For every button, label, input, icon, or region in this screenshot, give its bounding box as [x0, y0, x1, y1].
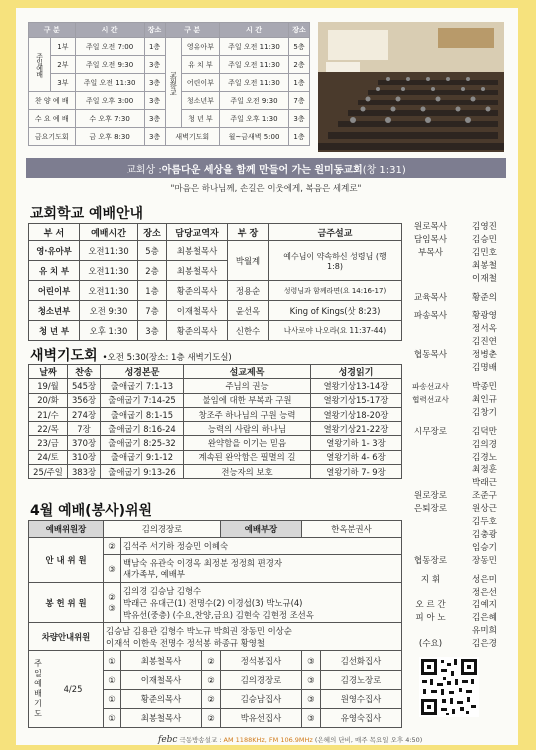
reading-cell: 열왕기하 7- 9장 — [311, 465, 402, 479]
title-cell: 능력의 사람의 하나님 — [184, 422, 311, 436]
text-cell: 출애굽기 8:25-32 — [101, 436, 184, 450]
place-cell: 5층 — [289, 38, 310, 56]
staff-names: 김진연 정병춘 김명배 — [472, 337, 497, 374]
num-cell: ② — [201, 709, 220, 728]
title-cell: 완약함을 이기는 믿음 — [184, 436, 311, 450]
text-cell: 출애굽기 7:14-25 — [101, 393, 184, 407]
part-cell: 청 년 부 — [181, 110, 219, 128]
church-motto: "마음은 하나님께, 손길은 이웃에게, 복음은 세계로" — [170, 184, 362, 194]
time-cell: 주일 오전 11:30 — [219, 74, 288, 92]
pastor-cell: 최봉철목사 — [167, 261, 228, 281]
time-cell: 주일 오전 9:30 — [219, 92, 288, 110]
sanctuary-photo — [318, 22, 504, 152]
school-section-title: 교회학교 예배안내 — [30, 206, 144, 222]
sermon-cell: King of Kings(삿 8:23) — [269, 301, 402, 321]
title-cell: 불임에 대한 부복과 구원 — [184, 393, 311, 407]
hymn-cell: 356장 — [68, 393, 101, 407]
date-cell: 19/월 — [29, 379, 68, 393]
place-cell: 1층 — [289, 128, 310, 146]
staff-row — [407, 638, 515, 651]
place-cell: 1층 — [289, 74, 310, 92]
banner-prefix: 교회상 : — [126, 164, 162, 176]
header-cell: 예배시간 — [80, 224, 138, 241]
reading-cell: 열왕기하 1- 3장 — [311, 436, 402, 450]
staff-names: 김승민 — [472, 234, 497, 245]
hymn-cell: 310장 — [68, 450, 101, 464]
header-cell: 설교제목 — [184, 365, 311, 379]
time-cell: 오전11:30 — [80, 241, 138, 261]
num-cell: ① — [104, 690, 121, 709]
parking-line: 김승남 김용관 김형수 박노규 박희권 장동민 이상순 — [106, 625, 292, 636]
staff-role: 피 아 노 — [415, 613, 446, 624]
prayer-name: 최봉철목사 — [121, 651, 202, 671]
part-cell: 새벽기도회 — [165, 128, 219, 146]
vice-label: 예배부장 — [220, 521, 301, 538]
church-school-table — [28, 223, 402, 341]
staff-names: 최인규 김창기 — [472, 394, 497, 418]
num-cell: ③ — [301, 671, 320, 690]
staff-names: 조준구 원상근 김두호 김충광 임승기 — [472, 491, 497, 553]
staff-row — [407, 490, 515, 555]
banner-ref: (창 1:31) — [362, 164, 406, 176]
text-cell: 출애굽기 8:16-24 — [101, 422, 184, 436]
header-cell: 성경읽기 — [311, 365, 402, 379]
dept-cell: 어린이부 — [29, 281, 80, 301]
footer-frequency: AM 1188KHz, FM 106.9MHz — [223, 736, 313, 744]
prayer-name: 김의경장로 — [220, 671, 301, 690]
reading-cell: 열왕기상18-20장 — [311, 407, 402, 421]
place-cell: 3층 — [289, 110, 310, 128]
staff-row — [407, 336, 515, 375]
staff-row — [407, 587, 515, 600]
church-school-label: 교회학교 — [165, 38, 181, 128]
header-cell: 찬송 — [68, 365, 101, 379]
header-cell: 구 분 — [165, 23, 219, 38]
staff-role: 교육목사 — [413, 292, 448, 303]
title-cell: 계속된 완악함은 필멸의 길 — [184, 450, 311, 464]
time-cell: 주일 오전 7:00 — [75, 38, 144, 56]
header-cell: 부 서 — [29, 224, 80, 241]
hymn-cell: 7장 — [68, 422, 101, 436]
part-cell: 3부 — [51, 74, 75, 92]
staff-role: 오 르 간 — [415, 600, 446, 611]
staff-role: 협동장로 — [413, 555, 448, 566]
title-cell: 전능자의 보호 — [184, 465, 311, 479]
bulletin-page — [16, 8, 518, 745]
parking-label: 차량안내위원 — [29, 623, 104, 651]
part-cell: 어린이부 — [181, 74, 219, 92]
place-cell: 3층 — [144, 92, 165, 110]
num-cell: ② — [104, 538, 121, 555]
part-cell: 영유아부 — [181, 38, 219, 56]
title-cell: 창조주 하나님의 구원 능력 — [184, 407, 311, 421]
staff-role — [407, 587, 454, 600]
place-cell: 2층 — [138, 261, 167, 281]
dawn-prayer-table — [28, 364, 402, 479]
part-cell: 찬 양 예 배 — [29, 92, 76, 110]
place-cell: 3층 — [144, 74, 165, 92]
place-cell: 3층 — [144, 110, 165, 128]
time-cell: 주일 오전 11:30 — [75, 74, 144, 92]
text-cell: 출애굽기 7:1-13 — [101, 379, 184, 393]
parking-line: 이재석 이한욱 전명수 정석봉 하종규 황영철 — [106, 637, 265, 648]
num-cell: ① — [104, 671, 121, 690]
place-cell: 1층 — [138, 281, 167, 301]
leader-name: 김의경장로 — [104, 521, 221, 538]
usher-names: 백남숙 유관숙 이경옥 최정분 정정희 편경자 새가족부, 예배부 — [121, 555, 402, 583]
time-cell: 주일 오후 3:00 — [75, 92, 144, 110]
date-cell: 20/화 — [29, 393, 68, 407]
text-cell: 출애굽기 9:1-12 — [101, 450, 184, 464]
place-cell: 5층 — [138, 241, 167, 261]
header-cell: 날짜 — [29, 365, 68, 379]
staff-names: 김은경 — [472, 639, 497, 650]
febc-logo: febc — [158, 735, 178, 745]
date-cell: 24/토 — [29, 450, 68, 464]
time-cell: 주일 오전 11:30 — [219, 56, 288, 74]
text-cell: 출애굽기 8:1-15 — [101, 407, 184, 421]
head-cell: 윤선옥 — [228, 301, 269, 321]
part-cell: 1부 — [51, 38, 75, 56]
num-cell: ① — [104, 709, 121, 728]
vice-name: 한옥분권사 — [301, 521, 401, 538]
part-cell: 2부 — [51, 56, 75, 74]
time-cell: 주일 오전 11:30 — [219, 38, 288, 56]
num-cell: ② — [201, 671, 220, 690]
pastor-cell: 최봉철목사 — [167, 241, 228, 261]
num-cell: ② — [108, 591, 116, 602]
usher-label: 안 내 위 원 — [29, 538, 104, 583]
staff-role: 협동목사 — [413, 350, 448, 361]
date-cell: 25/주일 — [29, 465, 68, 479]
head-cell: 박월계 — [228, 241, 269, 281]
header-cell: 시 간 — [75, 23, 144, 38]
staff-role: 담임목사 — [413, 234, 448, 245]
pastor-cell: 황준의목사 — [167, 321, 228, 341]
time-cell: 주일 오후 1:30 — [219, 110, 288, 128]
head-cell: 신한수 — [228, 321, 269, 341]
place-cell: 3층 — [138, 321, 167, 341]
worship-schedule-table — [28, 22, 310, 146]
sunday-worship-label: 주일예배 — [29, 38, 51, 92]
place-cell: 1층 — [144, 38, 165, 56]
staff-row — [407, 574, 515, 587]
staff-names: 황준의 — [472, 292, 497, 303]
text-cell: 출애굽기 9:13-26 — [101, 465, 184, 479]
place-cell: 3층 — [144, 128, 165, 146]
footer-label: 극동방송설교 : — [179, 736, 224, 744]
time-cell: 오전11:30 — [80, 281, 138, 301]
church-motto-banner — [26, 158, 506, 178]
staff-row — [407, 555, 515, 568]
worship-volunteers-table — [28, 520, 402, 728]
header-cell: 금주설교 — [269, 224, 402, 241]
staff-names: 김예지 — [472, 600, 497, 611]
header-cell: 장소 — [144, 23, 165, 38]
prayer-name: 최봉철목사 — [121, 709, 202, 728]
prayer-name: 김선화집사 — [320, 651, 401, 671]
header-cell: 장소 — [138, 224, 167, 241]
reading-cell: 열왕기상15-17장 — [311, 393, 402, 407]
staff-row — [407, 394, 515, 420]
reading-cell: 열왕기하 4- 6장 — [311, 450, 402, 464]
dawn-subtitle: •오전 5:30(장소: 1층 새벽기도실) — [102, 353, 232, 363]
part-cell: 유 치 부 — [181, 56, 219, 74]
pastor-cell: 황준의목사 — [167, 281, 228, 301]
head-cell: 정용순 — [228, 281, 269, 301]
pastor-cell: 이재철목사 — [167, 301, 228, 321]
parking-names — [104, 623, 402, 651]
staff-names: 김민호 최봉철 이재철 — [472, 247, 497, 284]
april-section-title: 4월 예배(봉사)위원 — [30, 503, 153, 519]
staff-names: 김영진 — [472, 222, 497, 232]
hymn-cell: 370장 — [68, 436, 101, 450]
num-cell: ③ — [301, 690, 320, 709]
time-cell: 오후 1:30 — [80, 321, 138, 341]
header-cell: 담당교역자 — [167, 224, 228, 241]
time-cell: 금 오후 8:30 — [75, 128, 144, 146]
staff-names: 성은미 — [472, 574, 497, 585]
date-cell: 22/목 — [29, 422, 68, 436]
dawn-title: 새벽기도회 — [30, 348, 98, 364]
staff-role: 원로장로 은퇴장로 — [413, 491, 448, 515]
staff-names: 김은혜 유미희 — [472, 613, 497, 637]
num-cell: ③ — [301, 709, 320, 728]
staff-row — [407, 221, 515, 234]
num-cell: ① — [104, 651, 121, 671]
title-cell: 주님의 권능 — [184, 379, 311, 393]
time-cell: 오전11:30 — [80, 261, 138, 281]
time-cell: 주일 오전 9:30 — [75, 56, 144, 74]
staff-names: 황광영 정서옥 — [472, 311, 497, 335]
num-cell: ③ — [301, 651, 320, 671]
sermon-cell: 성령님과 함께라면(요 14:16-17) — [269, 281, 402, 301]
prayer-name: 김경노장로 — [320, 671, 401, 690]
date-cell: 23/금 — [29, 436, 68, 450]
schedule-area — [28, 22, 506, 152]
header-cell: 시 간 — [219, 23, 288, 38]
offering-label: 봉 헌 위 원 — [29, 583, 104, 623]
staff-directory — [407, 221, 515, 651]
prayer-name: 원영수집사 — [320, 690, 401, 709]
time-cell: 오전 9:30 — [80, 301, 138, 321]
reading-cell: 열왕기상13-14장 — [311, 379, 402, 393]
header-cell: 성경본문 — [101, 365, 184, 379]
staff-names: 정은선 — [472, 587, 497, 598]
sermon-cell: 예수님이 약속하신 성령님 (행 1:8) — [269, 241, 402, 281]
date-cell: 21/수 — [29, 407, 68, 421]
staff-role: 파송선교사 — [412, 381, 449, 391]
hymn-cell: 274장 — [68, 407, 101, 421]
prayer-label: 주일예배기도 — [34, 659, 42, 718]
part-cell: 금요기도회 — [29, 128, 76, 146]
staff-role: (수요) — [418, 639, 443, 650]
part-cell: 수 요 예 배 — [29, 110, 76, 128]
dept-cell: 청소년부 — [29, 301, 80, 321]
prayer-name: 박유선집사 — [220, 709, 301, 728]
staff-role: 협력선교사 — [412, 394, 449, 404]
num-cell: ② — [201, 651, 220, 671]
offering-nums — [104, 583, 121, 623]
staff-row — [407, 599, 515, 612]
staff-names: 장동민 — [472, 555, 497, 566]
hymn-cell: 545장 — [68, 379, 101, 393]
staff-row — [407, 292, 515, 305]
radio-footer — [158, 735, 422, 745]
qr-code[interactable] — [419, 657, 479, 717]
offering-line: 박래근 유대근(1) 전명수(2) 이경섭(3) 박노규(4) — [123, 597, 303, 608]
staff-role: 시무장로 — [413, 426, 448, 437]
dept-cell: 유 치 부 — [29, 261, 80, 281]
place-cell: 7층 — [289, 92, 310, 110]
header-cell: 부 장 — [228, 224, 269, 241]
staff-row — [407, 426, 515, 491]
prayer-name: 유영숙집사 — [320, 709, 401, 728]
header-cell: 장소 — [289, 23, 310, 38]
staff-row — [407, 612, 515, 638]
time-cell: 월~금새벽 5:00 — [219, 128, 288, 146]
place-cell: 2층 — [289, 56, 310, 74]
prayer-label-cell — [29, 651, 104, 728]
num-cell: ③ — [104, 555, 121, 583]
offering-line: 김의경 김승남 김형수 — [123, 585, 202, 596]
offering-names — [121, 583, 402, 623]
header-cell: 구 분 — [29, 23, 76, 38]
staff-role: 파송목사 — [413, 311, 448, 322]
prayer-date: 4/25 — [63, 684, 83, 694]
dawn-section-title — [30, 345, 232, 365]
footer-tail: (은혜의 단비, 매주 목요일 오후 4:50) — [314, 736, 423, 744]
staff-names: 김덕만 김의경 김경노 최정훈 박래근 — [472, 426, 497, 489]
usher-names: 김석주 서기하 정승민 이혜숙 — [121, 538, 402, 555]
staff-role: 부목사 — [418, 247, 443, 258]
prayer-name: 황준의목사 — [121, 690, 202, 709]
staff-row — [407, 234, 515, 247]
prayer-name: 이재철목사 — [121, 671, 202, 690]
offering-line: 박유선(중층) (수요,찬양,금요) 김현숙 김현정 조선옥 — [123, 609, 314, 620]
place-cell: 3층 — [144, 56, 165, 74]
dept-cell: 영·유아부 — [29, 241, 80, 261]
sermon-cell: 나사로야 나오라(요 11:37-44) — [269, 321, 402, 341]
staff-row — [407, 247, 515, 286]
prayer-name: 김승남집사 — [220, 690, 301, 709]
part-cell: 청소년부 — [181, 92, 219, 110]
reading-cell: 열왕기상21-22장 — [311, 422, 402, 436]
num-cell: ③ — [108, 602, 116, 613]
banner-text: 아름다운 세상을 함께 만들어 가는 원미동교회 — [161, 164, 363, 176]
staff-row — [407, 381, 515, 394]
leader-label: 예배위원장 — [29, 521, 104, 538]
hymn-cell: 383장 — [68, 465, 101, 479]
time-cell: 수 오후 7:30 — [75, 110, 144, 128]
staff-role: 원로목사 — [413, 222, 448, 232]
staff-row — [407, 310, 515, 336]
num-cell: ② — [201, 690, 220, 709]
staff-role: 지 휘 — [420, 574, 441, 585]
dept-cell: 청 년 부 — [29, 321, 80, 341]
place-cell: 7층 — [138, 301, 167, 321]
staff-names: 박종민 — [472, 381, 497, 392]
prayer-name: 정석봉집사 — [220, 651, 301, 671]
